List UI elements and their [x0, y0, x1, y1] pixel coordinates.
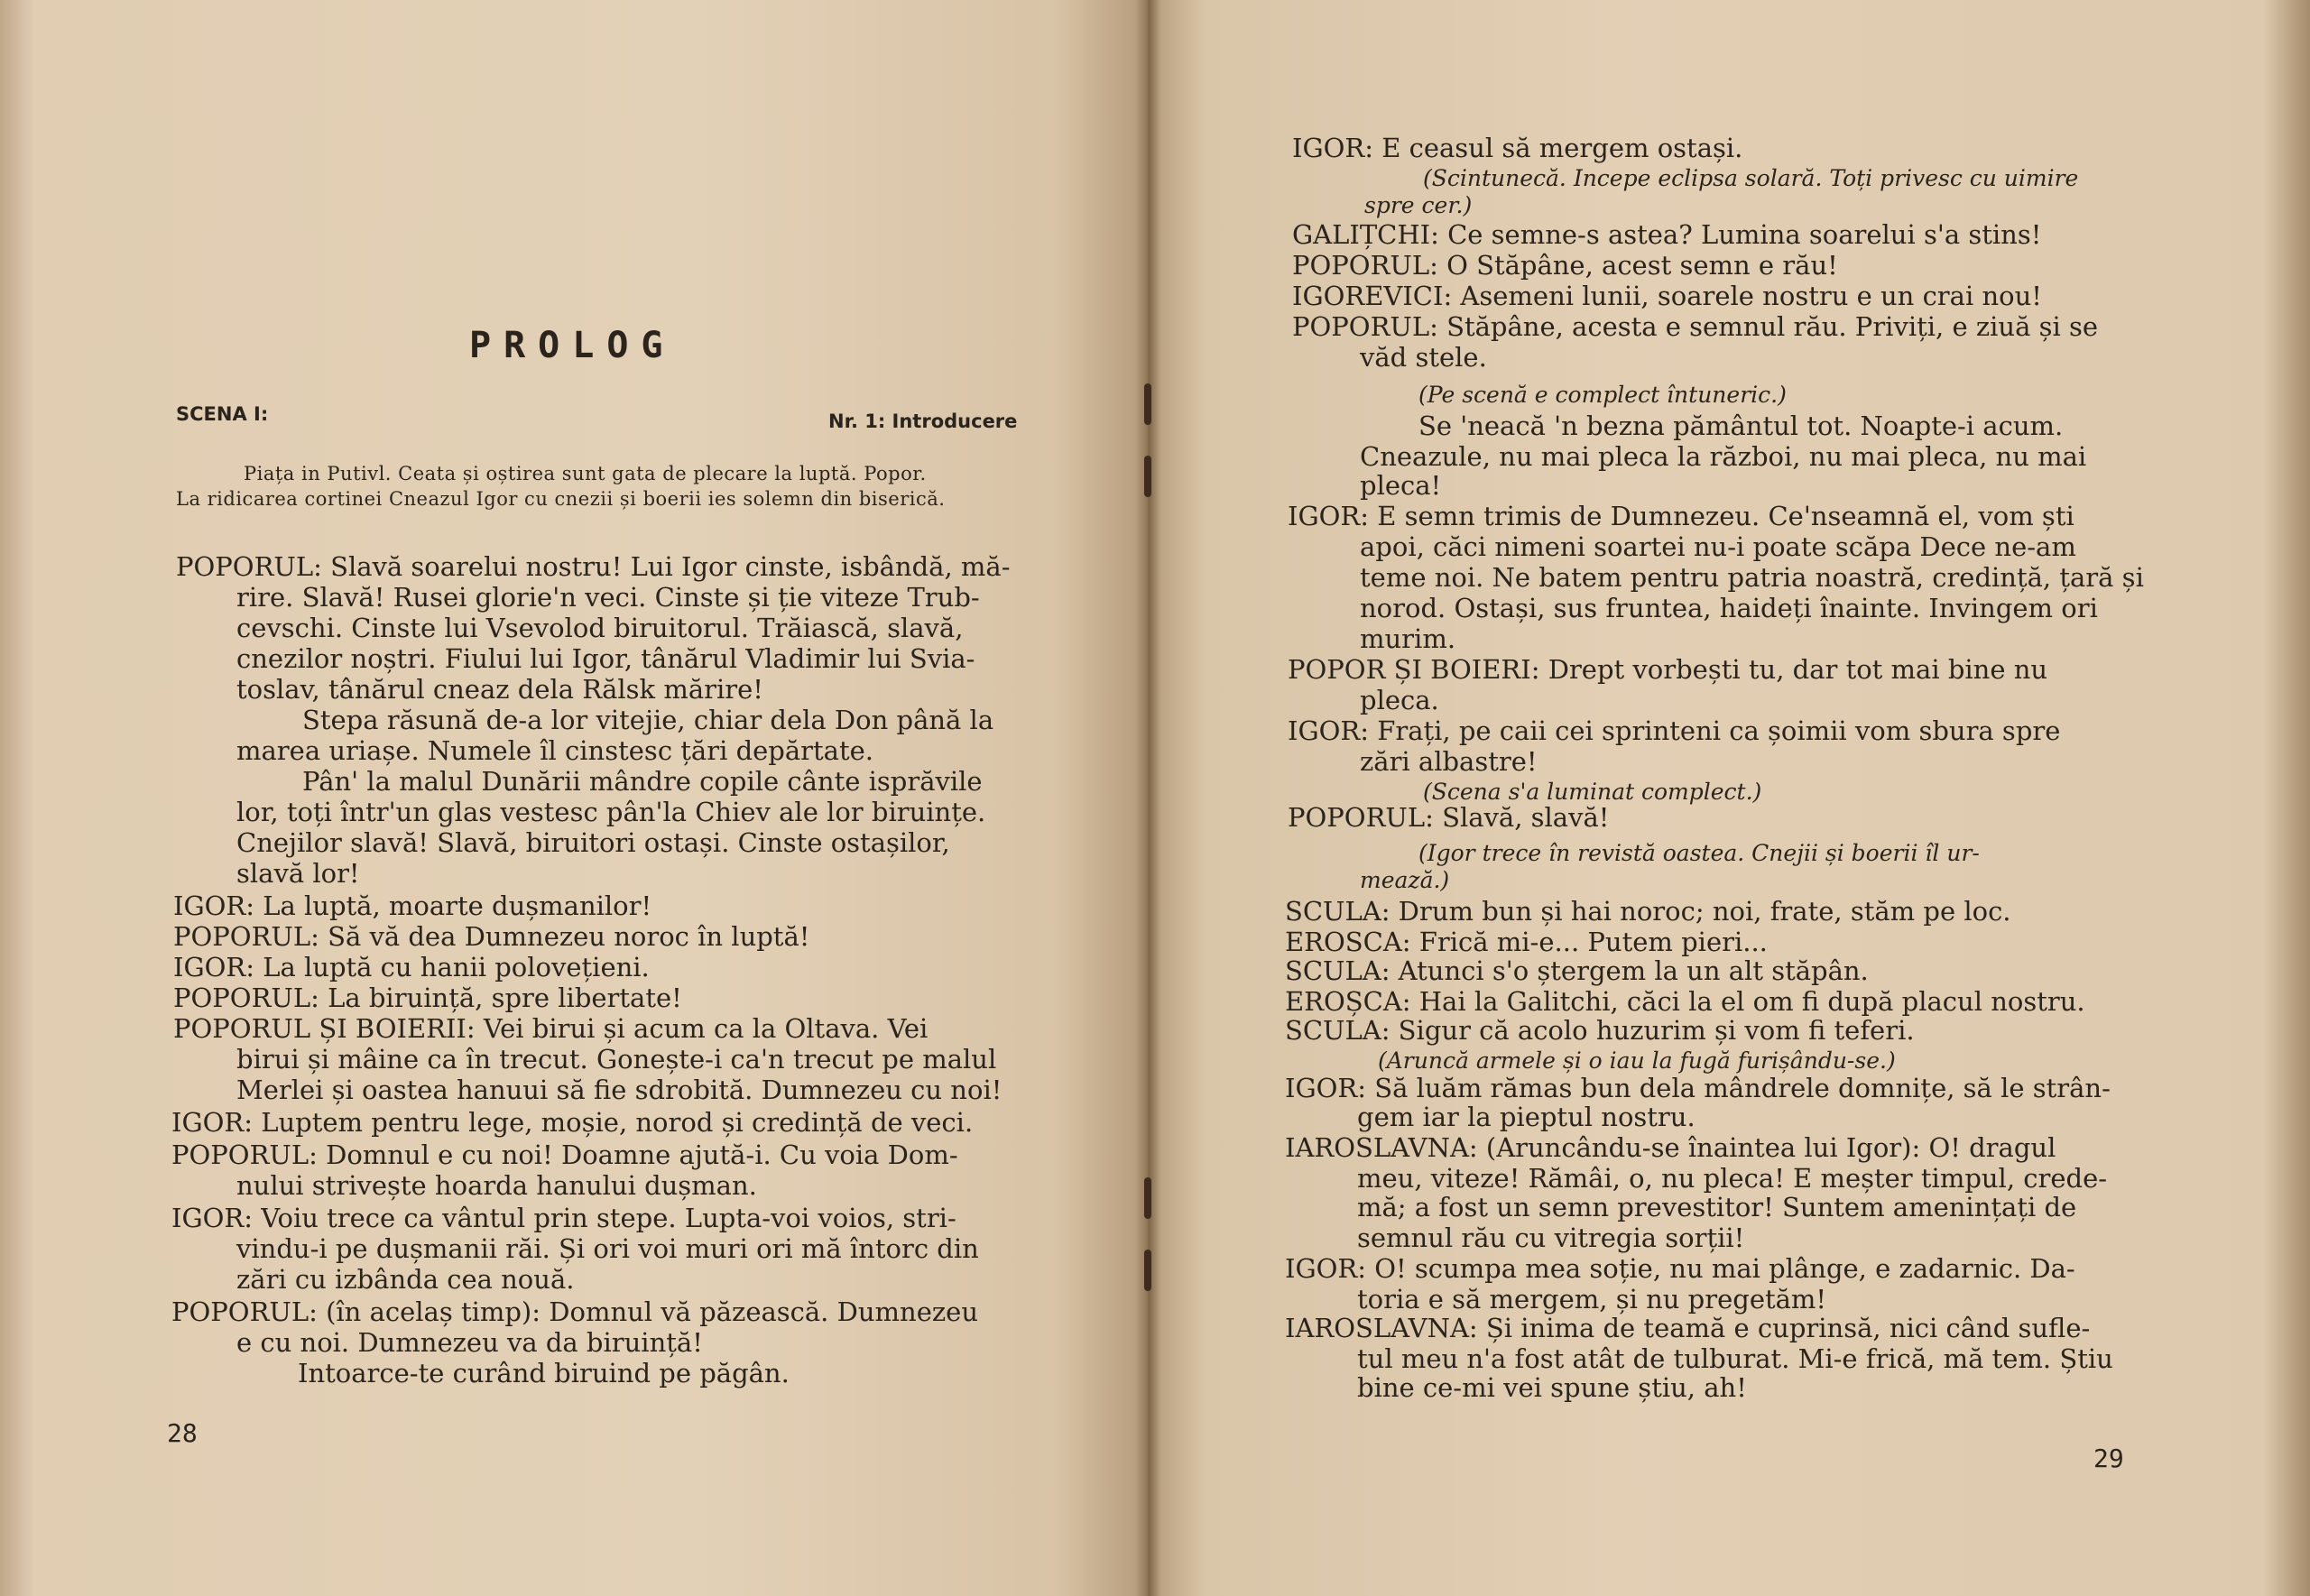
text-line: SCULA: Sigur că acolo huzurim și vom fi teferi. — [1285, 1015, 1915, 1046]
stage-direction: (Scena s'a luminat complect.) — [1423, 779, 1762, 805]
stage-direction: (Pe scenă e complect întuneric.) — [1418, 382, 1787, 408]
text-line: toslav, tânărul cneaz dela Rălsk mărire! — [236, 674, 763, 705]
text-line: zări albastre! — [1360, 746, 1538, 777]
text-line: văd stele. — [1360, 342, 1487, 373]
stage-direction: (Igor trece în revistă oastea. Cnejii și boerii îl ur- — [1418, 840, 1980, 866]
text-line: IGOR: Luptem pentru lege, moșie, norod și credință de veci. — [171, 1107, 974, 1138]
stage-direction: (Aruncă armele și o iau la fugă furișându-se.) — [1378, 1047, 1896, 1074]
text-line: POPORUL: La biruință, spre libertate! — [173, 983, 682, 1013]
page-number: 28 — [167, 1418, 198, 1448]
binding-stitch — [1144, 456, 1151, 497]
text-line: EROȘCA: Hai la Galitchi, căci la el om fi după placul nostru. — [1285, 986, 2085, 1017]
text-line: IAROSLAVNA: Și inima de teamă e cuprinsă, nici când sufle- — [1285, 1313, 2091, 1343]
text-line: EROSCA: Frică mi-e... Putem pieri... — [1285, 927, 1768, 957]
text-line: Intoarce-te curând biruind pe păgân. — [298, 1358, 790, 1388]
text-line: IAROSLAVNA: (Aruncându-se înaintea lui Igor): O! dragul — [1285, 1132, 2056, 1163]
text-line: Se 'neacă 'n bezna pământul tot. Noapte-i acum. — [1418, 411, 2064, 441]
text-line: vindu-i pe dușmanii răi. Și ori voi muri ori mă întorc din — [236, 1233, 979, 1264]
text-line: POPORUL: Să vă dea Dumnezeu noroc în luptă! — [173, 921, 810, 952]
page-number: 29 — [2093, 1444, 2124, 1473]
stage-direction: La ridicarea cortinei Cneazul Igor cu cnezii și boerii ies solemn din biserică. — [176, 488, 946, 510]
text-line: birui și mâine ca în trecut. Gonește-i ca'n trecut pe malul — [236, 1044, 997, 1075]
text-line: POPORUL: O Stăpâne, acest semn e rău! — [1292, 250, 1838, 281]
stage-direction: mează.) — [1360, 867, 1450, 893]
text-line: IGOR: La luptă cu hanii polovețieni. — [173, 952, 650, 983]
text-line: IGOR: E semn trimis de Dumnezeu. Ce'nseamnă el, vom ști — [1288, 501, 2074, 531]
text-line: meu, viteze! Rămâi, o, nu pleca! E meșter timpul, crede- — [1357, 1163, 2108, 1194]
stage-direction: Piața in Putivl. Ceata și oștirea sunt gata de plecare la luptă. Popor. — [244, 463, 927, 484]
text-line: IGOR: O! scumpa mea soție, nu mai plânge, e zadarnic. Da- — [1285, 1253, 2075, 1284]
text-line: IGOR: Să luăm rămas bun dela mândrele domnițe, să le strân- — [1285, 1073, 2111, 1103]
right-page — [1148, 0, 2310, 1596]
text-line: bine ce-mi vei spune știu, ah! — [1357, 1372, 1747, 1403]
text-line: marea uriașe. Numele îl cinstesc țări depărtate. — [236, 735, 873, 766]
text-line: POPOR ȘI BOIERI: Drept vorbești tu, dar tot mai bine nu — [1288, 654, 2048, 685]
binding-stitch — [1144, 1250, 1151, 1291]
stage-direction: spre cer.) — [1364, 192, 1473, 218]
text-line: SCULA: Atunci s'o ștergem la un alt stăpân. — [1285, 955, 1869, 986]
text-line: zări cu izbânda cea nouă. — [236, 1264, 575, 1295]
left-page — [0, 0, 1148, 1596]
text-line: IGOREVICI: Asemeni lunii, soarele nostru e un crai nou! — [1292, 281, 2042, 311]
text-line: SCULA: Drum bun și hai noroc; noi, frate, stăm pe loc. — [1285, 896, 2011, 927]
stage-direction: (Scintunecă. Incepe eclipsa solară. Toți privesc cu uimire — [1423, 165, 2079, 191]
text-line: mă; a fost un semn prevestitor! Suntem amenințați de — [1357, 1192, 2077, 1222]
text-line: rire. Slavă! Rusei glorie'n veci. Cinste și ție viteze Trub- — [236, 582, 980, 613]
text-line: GALIȚCHI: Ce semne-s astea? Lumina soarelui s'a stins! — [1292, 219, 2042, 250]
binding-stitch — [1144, 1177, 1151, 1219]
text-line: pleca! — [1360, 470, 1442, 501]
text-line: tul meu n'a fost atât de tulburat. Mi-e frică, mă tem. Știu — [1357, 1343, 2113, 1374]
text-line: POPORUL: Domnul e cu noi! Doamne ajută-i. Cu voia Dom- — [171, 1139, 958, 1170]
text-line: Cnejilor slavă! Slavă, biruitori ostași. Cinste ostașilor, — [236, 827, 950, 858]
number-label: Nr. 1: Introducere — [828, 411, 1018, 432]
text-line: Pân' la malul Dunării mândre copile cânte isprăvile — [302, 766, 983, 797]
text-line: semnul rău cu vitregia sorții! — [1357, 1222, 1745, 1253]
text-line: POPORUL: (în acelaș timp): Domnul vă păzească. Dumnezeu — [171, 1296, 979, 1327]
text-line: POPORUL: Slavă soarelui nostru! Lui Igor cinste, isbândă, mă- — [176, 551, 1011, 582]
text-line: IGOR: La luptă, moarte dușmanilor! — [173, 890, 652, 921]
text-line: nului strivește hoarda hanului dușman. — [236, 1170, 757, 1201]
text-line: IGOR: E ceasul să mergem ostași. — [1292, 133, 1743, 163]
text-line: murim. — [1360, 623, 1456, 654]
binding-stitch — [1144, 383, 1151, 425]
page-title: PROLOG — [469, 325, 676, 366]
text-line: pleca. — [1360, 685, 1439, 715]
text-line: POPORUL: Stăpâne, acesta e semnul rău. Priviți, e ziuă și se — [1292, 311, 2099, 342]
text-line: IGOR: Frați, pe caii cei sprinteni ca șoimii vom sbura spre — [1288, 715, 2061, 746]
scene-label: SCENA I: — [176, 403, 269, 425]
text-line: teme noi. Ne batem pentru patria noastră, credință, țară și — [1360, 562, 2144, 593]
text-line: lor, toți într'un glas vestesc pân'la Chiev ale lor biruințe. — [236, 797, 986, 827]
text-line: Cneazule, nu mai pleca la război, nu mai pleca, nu mai — [1360, 441, 2087, 472]
text-line: toria e să mergem, și nu pregetăm! — [1357, 1284, 1827, 1315]
text-line: IGOR: Voiu trece ca vântul prin stepe. Lupta-voi voios, stri- — [171, 1203, 956, 1233]
text-line: gem iar la pieptul nostru. — [1357, 1102, 1696, 1132]
text-line: POPORUL ȘI BOIERII: Vei birui și acum ca la Oltava. Vei — [173, 1013, 929, 1044]
book-gutter — [1135, 0, 1160, 1596]
text-line: apoi, căci nimeni soartei nu-i poate scăpa Dece ne-am — [1360, 531, 2076, 562]
text-line: cevschi. Cinste lui Vsevolod biruitorul. Trăiască, slavă, — [236, 613, 964, 643]
text-line: Stepa răsună de-a lor vitejie, chiar dela Don până la — [302, 705, 994, 735]
text-line: cnezilor noștri. Fiului lui Igor, tânărul Vladimir lui Svia- — [236, 643, 975, 674]
text-line: norod. Ostași, sus fruntea, haideți înainte. Invingem ori — [1360, 593, 2098, 623]
text-line: slavă lor! — [236, 858, 360, 889]
text-line: Merlei și oastea hanuui să fie sdrobită. Dumnezeu cu noi! — [236, 1075, 1003, 1105]
text-line: e cu noi. Dumnezeu va da biruință! — [236, 1327, 703, 1358]
text-line: POPORUL: Slavă, slavă! — [1288, 802, 1610, 833]
